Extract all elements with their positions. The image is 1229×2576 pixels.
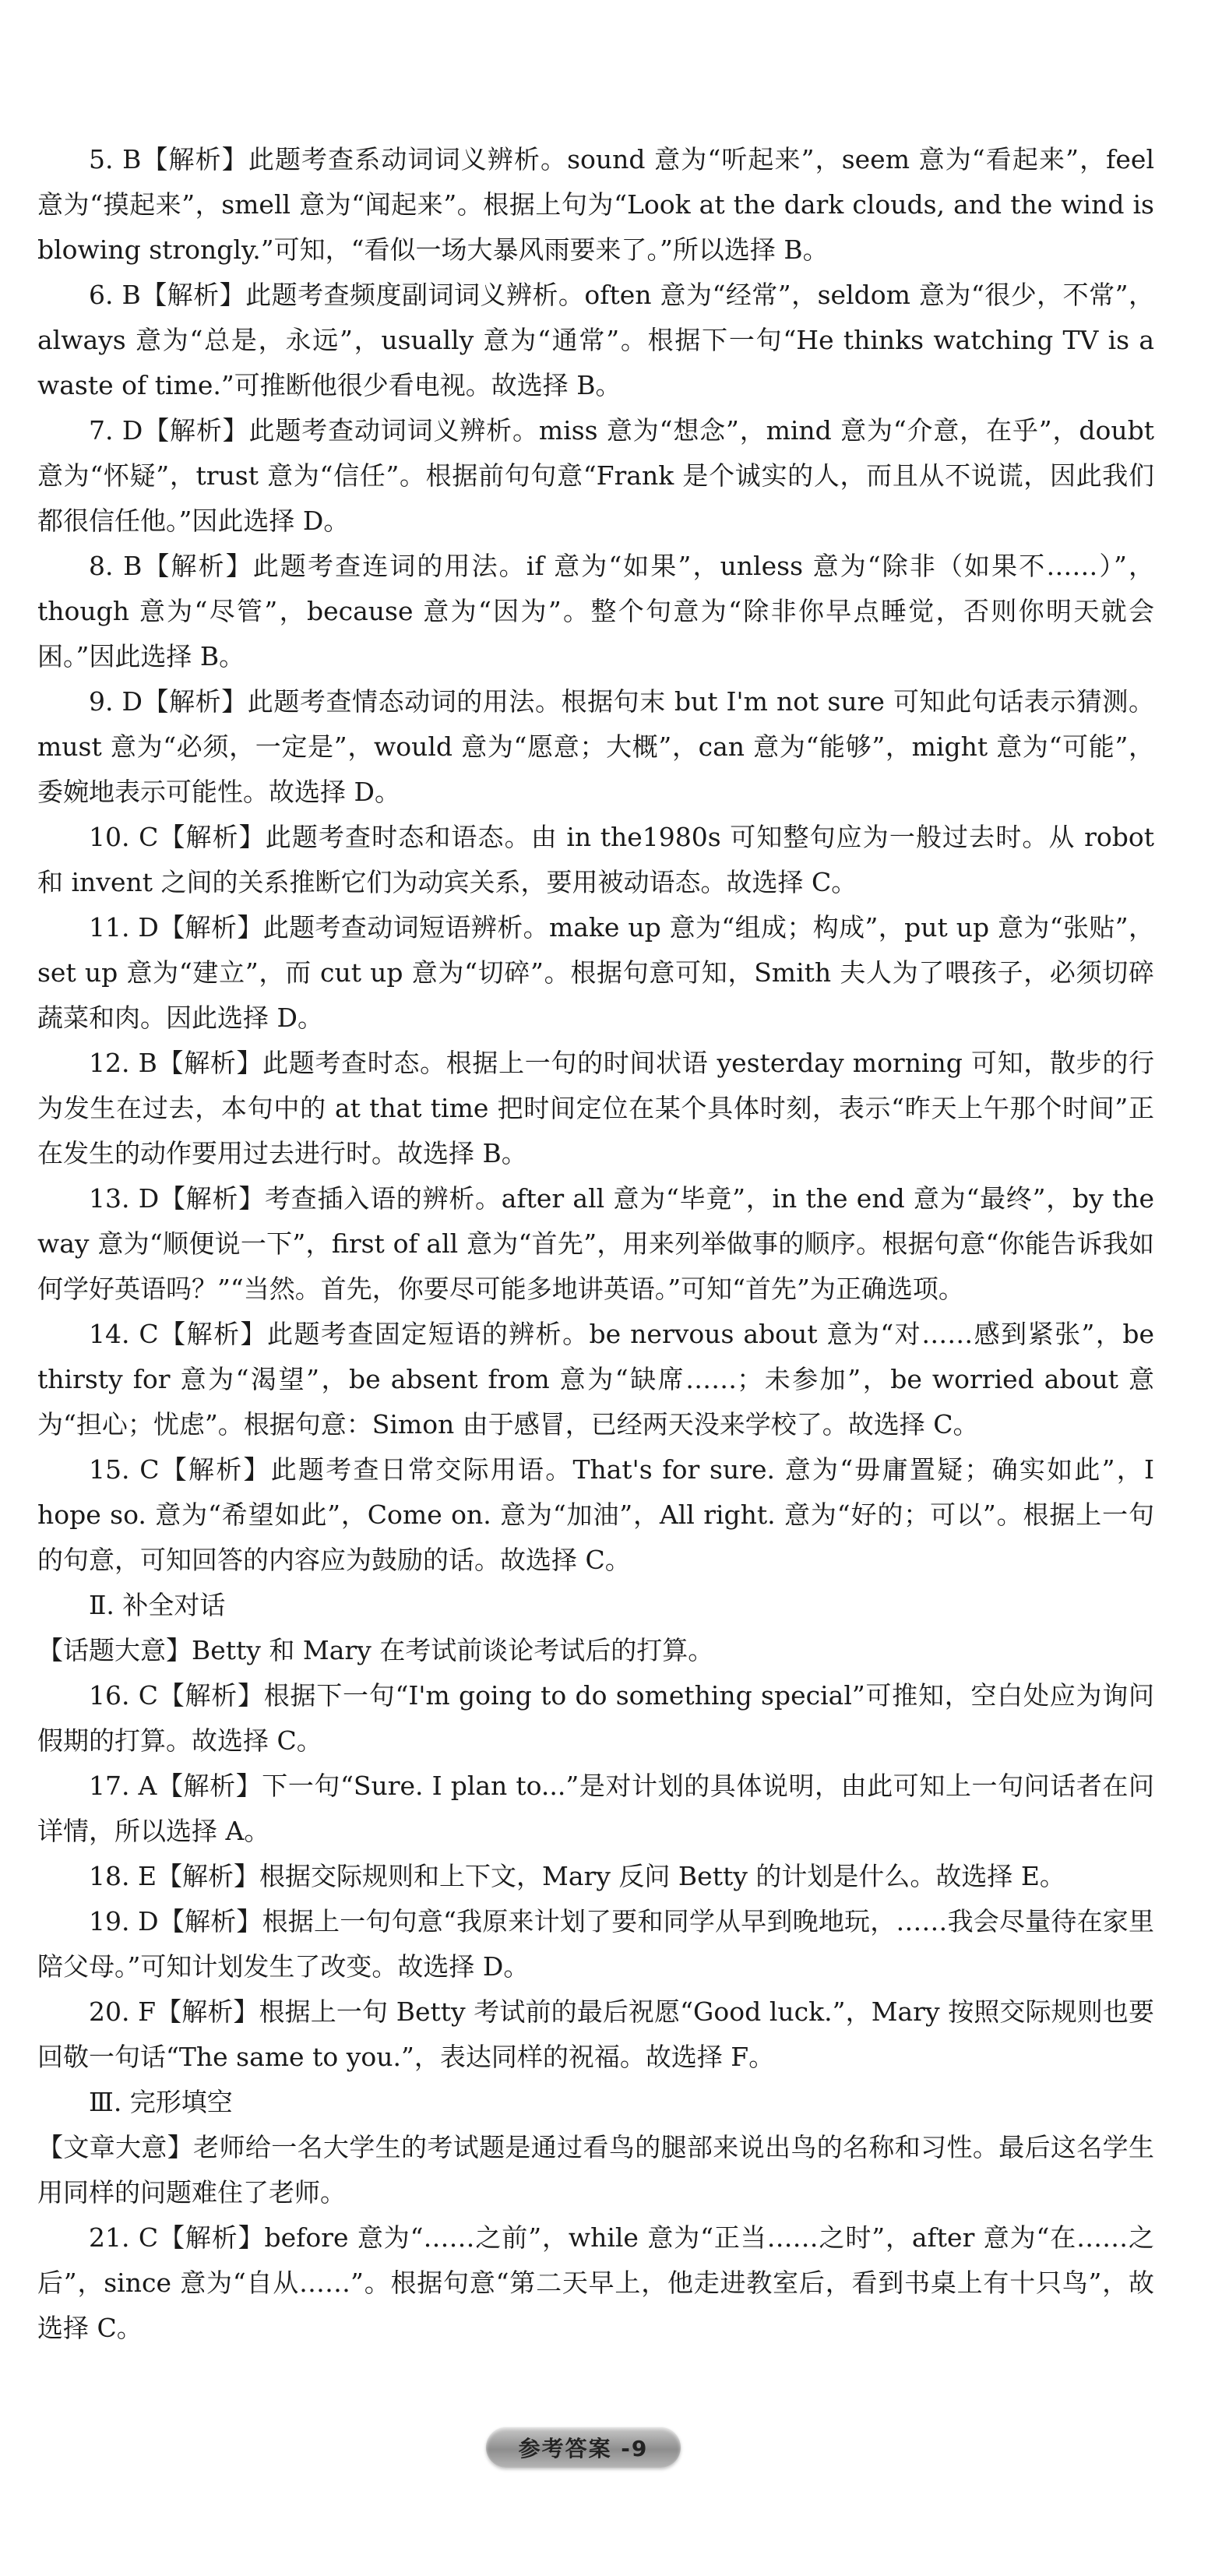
answer-15: 15. C【解析】此题考查日常交际用语。That's for sure. 意为“毋庸置疑；确实如此”，I hope so. 意为“希望如此”，Come on. 意为“加油”，All right. 意为“好的；可以”。根据上一句的句意，可知回答的内容应为鼓励的话。故选择 C。: [37, 1454, 1154, 1575]
answer-8: 8. B【解析】此题考查连词的用法。if 意为“如果”，unless 意为“除非（如果不……）”，though 意为“尽管”，because 意为“因为”。整个句意为“除非你早点睡觉，否则你明天就会困。”因此选择 B。: [37, 551, 1154, 671]
answer-20: 20. F【解析】根据上一句 Betty 考试前的最后祝愿“Good luck.”，Mary 按照交际规则也要回敬一句话“The same to you.”，表达同样的祝福。故选择 F。: [37, 1996, 1154, 2072]
topic-summary-3: 【文章大意】老师给一名大学生的考试题是通过看鸟的腿部来说出鸟的名称和习性。最后这名学生用同样的问题难住了老师。: [37, 2132, 1154, 2208]
answer-6: 6. B【解析】此题考查频度副词词义辨析。often 意为“经常”，seldom 意为“很少，不常”，always 意为“总是，永远”，usually 意为“通常”。根据下一句“He thinks watching TV is a waste of time.”可推断他很少看电视。故选择 B。: [37, 280, 1154, 400]
answer-7: 7. D【解析】此题考查动词词义辨析。miss 意为“想念”，mind 意为“介意，在乎”，doubt 意为“怀疑”，trust 意为“信任”。根据前句句意“Frank 是个诚实的人，而且从不说谎，因此我们都很信任他。”因此选择 D。: [37, 415, 1154, 536]
answer-19: 19. D【解析】根据上一句句意“我原来计划了要和同学从早到晚地玩，……我会尽量待在家里陪父母。”可知计划发生了改变。故选择 D。: [37, 1906, 1154, 1982]
answer-5: 5. B【解析】此题考查系动词词义辨析。sound 意为“听起来”，seem 意为“看起来”，feel 意为“摸起来”，smell 意为“闻起来”。根据上句为“Look at the dark clouds, and the wind is blowing strongly.”可知，“看似一场大暴风雨要来了。”所以选择 B。: [37, 144, 1154, 265]
answer-9: 9. D【解析】此题考查情态动词的用法。根据句末 but I'm not sure 可知此句话表示猜测。must 意为“必须，一定是”，would 意为“愿意；大概”，can 意为“能够”，might 意为“可能”，委婉地表示可能性。故选择 D。: [37, 686, 1154, 807]
answer-17: 17. A【解析】下一句“Sure. I plan to...”是对计划的具体说明，由此可知上一句问话者在问详情，所以选择 A。: [37, 1771, 1154, 1846]
answer-13: 13. D【解析】考查插入语的辨析。after all 意为“毕竟”，in the end 意为“最终”，by the way 意为“顺便说一下”，first of all 意为“首先”，用来列举做事的顺序。根据句意“你能告诉我如何学好英语吗？”“当然。首先，你要尽可能多地讲英语。”可知“首先”为正确选项。: [37, 1183, 1155, 1304]
answer-12: 12. B【解析】此题考查时态。根据上一句的时间状语 yesterday morning 可知，散步的行为发生在过去，本句中的 at that time 把时间定位在某个具体时刻，表示“昨天上午那个时间”正在发生的动作要用过去进行时。故选择 B。: [37, 1048, 1154, 1168]
answer-21: 21. C【解析】before 意为“……之前”，while 意为“正当……之时”，after 意为“在……之后”，since 意为“自从……”。根据句意“第二天早上，他走进教室后，看到书桌上有十只鸟”，故选择 C。: [37, 2222, 1154, 2343]
answer-18: 18. E【解析】根据交际规则和上下文，Mary 反问 Betty 的计划是什么。故选择 E。: [89, 1861, 1065, 1891]
page-footer-label: 参考答案 -9: [486, 2427, 681, 2468]
section-heading-3: Ⅲ. 完形填空: [89, 2087, 233, 2117]
topic-summary-2: 【话题大意】Betty 和 Mary 在考试前谈论考试后的打算。: [37, 1635, 714, 1665]
section-heading-2: Ⅱ. 补全对话: [89, 1590, 226, 1620]
answer-14: 14. C【解析】此题考查固定短语的辨析。be nervous about 意为“对……感到紧张”，be thirsty for 意为“渴望”，be absent from 意为“缺席……；未参加”，be worried about 意为“担心；忧虑”。根据句意：Simon 由于感冒，已经两天没来学校了。故选择 C。: [37, 1319, 1154, 1440]
answer-16: 16. C【解析】根据下一句“I'm going to do something special”可推知，空白处应为询问假期的打算。故选择 C。: [37, 1680, 1154, 1756]
answer-11: 11. D【解析】此题考查动词短语辨析。make up 意为“组成；构成”，put up 意为“张贴”，set up 意为“建立”，而 cut up 意为“切碎”。根据句意可知，Smith 夫人为了喂孩子，必须切碎蔬菜和肉。因此选择 D。: [37, 912, 1154, 1033]
answer-10: 10. C【解析】此题考查时态和语态。由 in the1980s 可知整句应为一般过去时。从 robot 和 invent 之间的关系推断它们为动宾关系，要用被动语态。故选择 C。: [37, 822, 1154, 897]
